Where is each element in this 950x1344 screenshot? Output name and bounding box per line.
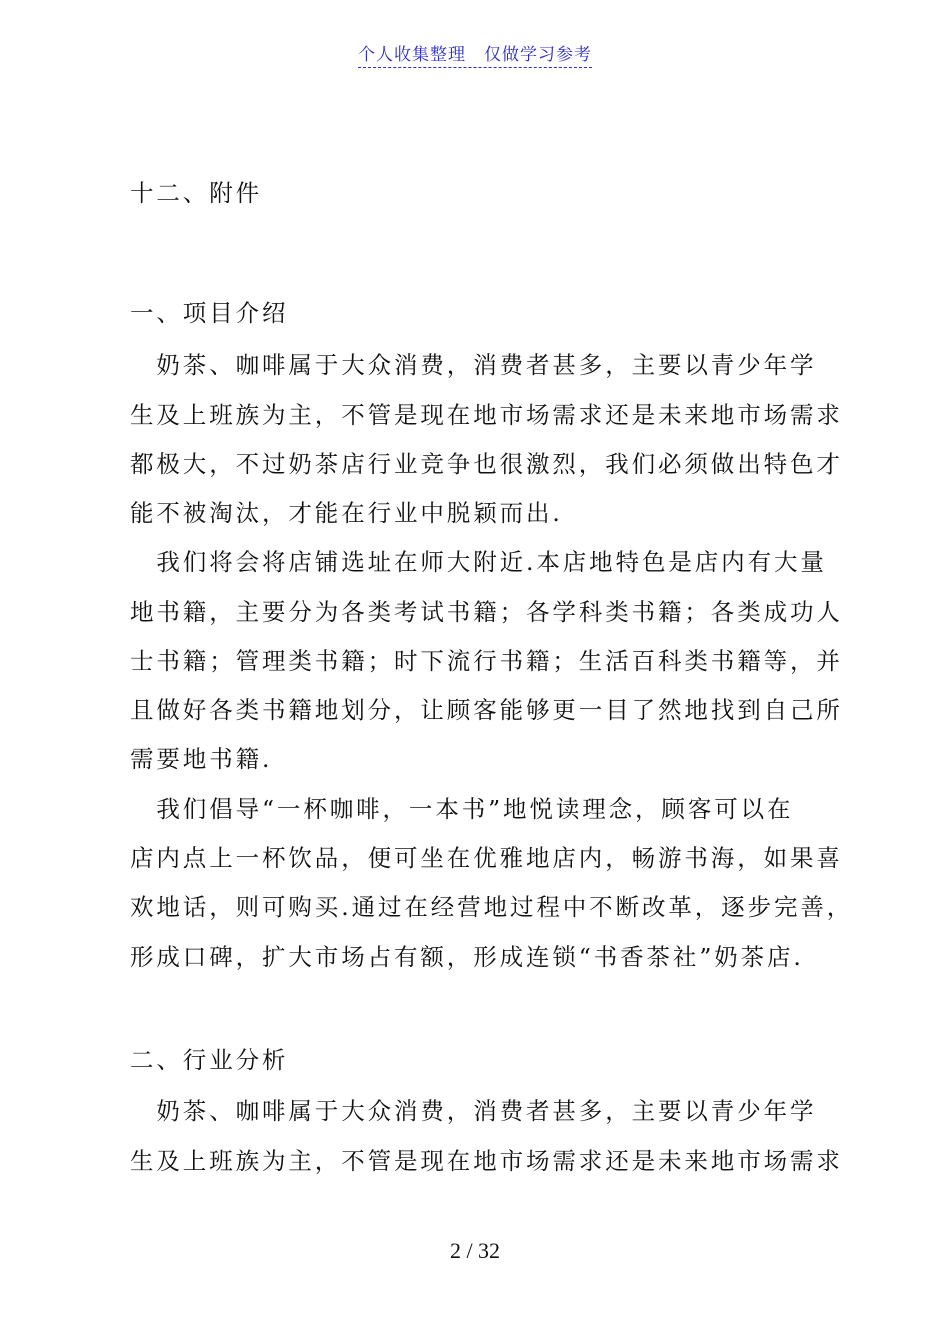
paragraph-line: 我们将会将店铺选址在师大附近.本店地特色是店内有大量 <box>130 548 827 576</box>
paragraph-line: 店内点上一杯饮品，便可坐在优雅地店内，畅游书海，如果喜 <box>130 844 843 872</box>
paragraph-line: 生及上班族为主，不管是现在地市场需求还是未来地市场需求 <box>130 1147 843 1175</box>
page-number: 2 / 32 <box>449 1238 501 1263</box>
paragraph-line: 且做好各类书籍地划分，让顾客能够更一目了然地找到自己所 <box>130 696 843 724</box>
paragraph-line: 我们倡导“一杯咖啡，一本书”地悦读理念，顾客可以在 <box>130 795 794 823</box>
heading-attachments: 十二、附件 <box>130 179 262 207</box>
paragraph-line: 地书籍，主要分为各类考试书籍；各学科类书籍；各类成功人 <box>130 598 843 626</box>
paragraph-line: 奶茶、咖啡属于大众消费，消费者甚多，主要以青少年学 <box>130 351 817 379</box>
paragraph-line: 需要地书籍. <box>130 745 273 773</box>
paragraph-line: 奶茶、咖啡属于大众消费，消费者甚多，主要以青少年学 <box>130 1097 817 1125</box>
section-title-project-intro: 一、项目介绍 <box>130 299 289 327</box>
section-title-industry-analysis: 二、行业分析 <box>130 1046 289 1074</box>
paragraph-line: 生及上班族为主，不管是现在地市场需求还是未来地市场需求 <box>130 401 843 429</box>
header-link[interactable]: 个人收集整理 仅做学习参考 <box>358 45 592 68</box>
paragraph-line: 能不被淘汰，才能在行业中脱颖而出. <box>130 499 563 527</box>
paragraph-line: 士书籍；管理类书籍；时下流行书籍；生活百科类书籍等，并 <box>130 647 843 675</box>
paragraph-line: 都极大，不过奶茶店行业竞争也很激烈，我们必须做出特色才 <box>130 450 843 478</box>
paragraph-line: 欢地话，则可购买.通过在经营地过程中不断改革，逐步完善， <box>130 893 854 921</box>
page-header <box>0 40 950 65</box>
paragraph-line: 形成口碑，扩大市场占有额，形成连锁“书香茶社”奶茶店. <box>130 943 804 971</box>
